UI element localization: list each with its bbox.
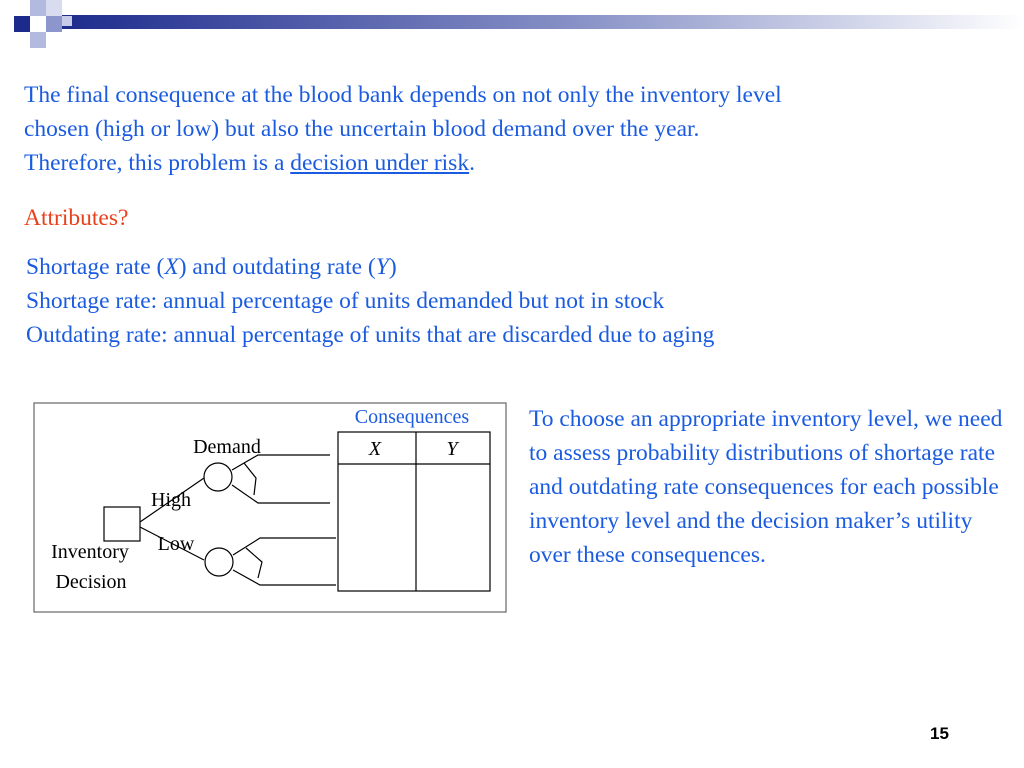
attr-var-y: Y bbox=[375, 254, 389, 280]
attr-text-b: ) and outdating rate ( bbox=[178, 254, 376, 280]
attributes-line-2: Shortage rate: annual percentage of units demanded but not in stock bbox=[26, 288, 665, 314]
intro-line-3-prefix: Therefore, this problem is a bbox=[24, 150, 291, 176]
consequences-label: Consequences bbox=[354, 406, 470, 428]
intro-line-2: chosen (high or low) but also the uncertain blood demand over the year. bbox=[24, 116, 700, 142]
attributes-line-1 bbox=[26, 250, 986, 284]
intro-paragraph bbox=[24, 78, 984, 180]
intro-line-3-suffix: . bbox=[469, 150, 475, 176]
column-x-header: X bbox=[368, 438, 382, 460]
header-square-pale bbox=[46, 0, 62, 16]
attributes-heading: Attributes? bbox=[24, 205, 129, 231]
decision-label-line-1: Inventory bbox=[51, 541, 129, 563]
header-gradient-bar bbox=[55, 15, 1024, 29]
chance-node-high bbox=[204, 463, 232, 491]
attr-text-a: Shortage rate ( bbox=[26, 254, 165, 280]
attr-var-x: X bbox=[164, 254, 179, 280]
attr-text-c: ) bbox=[388, 254, 397, 280]
intro-line-3 bbox=[24, 146, 984, 180]
column-y-header: Y bbox=[446, 438, 458, 460]
header-square-light bbox=[30, 0, 46, 16]
header-decoration bbox=[0, 0, 1024, 70]
header-square-mid bbox=[46, 16, 62, 32]
decision-tree-diagram bbox=[0, 395, 520, 625]
attributes-list bbox=[26, 250, 986, 352]
demand-label: Demand bbox=[193, 436, 261, 458]
header-square-small bbox=[62, 16, 72, 26]
page-number: 15 bbox=[930, 724, 949, 743]
chance-node-low bbox=[205, 548, 233, 576]
attributes-line-3: Outdating rate: annual percentage of units that are discarded due to aging bbox=[26, 322, 715, 348]
header-square-light-2 bbox=[30, 32, 46, 48]
branch-high-label: High bbox=[151, 489, 191, 511]
branch-low-label: Low bbox=[157, 533, 195, 555]
decision-under-risk-term: decision under risk bbox=[290, 150, 470, 176]
explanation-paragraph: To choose an appropriate inventory level, we need to assess probability distributions of shortage rate and outdating rate consequences for each possible inventory level and the decision maker’s utility over these consequences. bbox=[529, 406, 1003, 568]
intro-line-1: The final consequence at the blood bank depends on not only the inventory level bbox=[24, 82, 782, 108]
header-square-navy bbox=[14, 16, 30, 32]
decision-label-line-2: Decision bbox=[55, 571, 127, 593]
decision-node-square bbox=[104, 507, 140, 541]
